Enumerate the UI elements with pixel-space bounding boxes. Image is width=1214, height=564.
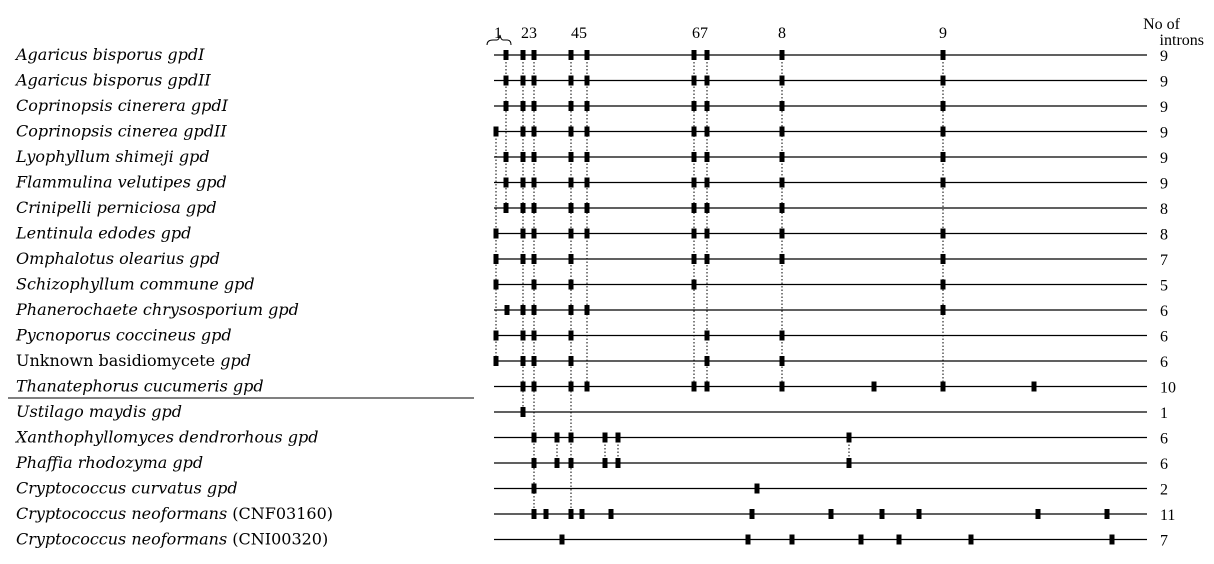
- intron-mark: [504, 178, 509, 188]
- intron-mark: [569, 152, 574, 162]
- intron-mark: [941, 101, 946, 111]
- intron-mark: [705, 127, 710, 137]
- intron-mark: [494, 331, 499, 341]
- intron-mark: [580, 509, 585, 519]
- intron-mark: [532, 101, 537, 111]
- species-name-italic: Ustilago maydis gpd: [16, 402, 182, 421]
- intron-mark: [504, 76, 509, 86]
- species-name-italic: Cryptococcus curvatus gpd: [16, 478, 238, 498]
- intron-mark: [705, 76, 710, 86]
- intron-count: 11: [1160, 507, 1176, 524]
- intron-count: 5: [1160, 277, 1168, 295]
- intron-mark: [569, 458, 574, 468]
- intron-count: 6: [1160, 354, 1168, 371]
- species-name-italic: Flammulina velutipes gpd: [16, 172, 227, 192]
- gene-row: [16, 122, 1168, 142]
- species-name-italic: Crinipelli perniciosa gpd: [16, 198, 217, 217]
- intron-mark: [847, 433, 852, 443]
- intron-mark: [521, 229, 526, 239]
- intron-mark: [532, 50, 537, 60]
- intron-count: 6: [1160, 303, 1168, 320]
- intron-count: 1: [1160, 405, 1168, 422]
- intron-mark: [532, 433, 537, 443]
- gene-row: [16, 198, 1168, 218]
- intron-mark: [692, 127, 697, 137]
- intron-mark: [750, 509, 755, 519]
- intron-mark: [521, 101, 526, 111]
- gene-row: [15, 326, 1168, 346]
- intron-mark: [532, 178, 537, 188]
- intron-mark: [941, 178, 946, 188]
- intron-mark: [569, 76, 574, 86]
- intron-count: 9: [1160, 73, 1168, 91]
- intron-mark: [692, 280, 697, 290]
- intron-mark: [569, 50, 574, 60]
- intron-count: 2: [1160, 481, 1168, 499]
- species-label: [16, 530, 328, 549]
- intron-mark: [1032, 382, 1037, 392]
- intron-mark: [705, 152, 710, 162]
- intron-mark: [780, 50, 785, 60]
- intron-count: 8: [1160, 201, 1168, 218]
- intron-mark: [521, 50, 526, 60]
- position-label-45: 45: [571, 25, 587, 42]
- intron-count: 9: [1160, 48, 1168, 65]
- gene-row: [16, 402, 1168, 422]
- intron-mark: [585, 101, 590, 111]
- species-name-italic: Coprinopsis cinerea gpdII: [16, 121, 227, 141]
- intron-mark: [941, 152, 946, 162]
- intron-mark: [569, 203, 574, 213]
- intron-mark: [569, 305, 574, 315]
- intron-mark: [569, 280, 574, 290]
- species-label: [14, 71, 211, 90]
- intron-mark: [1105, 509, 1110, 519]
- intron-mark: [504, 101, 509, 111]
- intron-mark: [780, 127, 785, 137]
- intron-mark: [705, 356, 710, 366]
- intron-mark: [585, 127, 590, 137]
- intron-mark: [521, 331, 526, 341]
- intron-mark: [505, 305, 510, 315]
- intron-mark: [521, 407, 526, 417]
- species-label: [16, 479, 238, 498]
- species-name-italic: Schizophyllum commune gpd: [16, 274, 255, 294]
- position-label-23: 23: [521, 25, 537, 42]
- intron-count: 9: [1160, 124, 1168, 142]
- species-name-italic: Coprinopsis cinerera gpdI: [16, 96, 228, 115]
- intron-mark: [532, 331, 537, 341]
- intron-mark: [829, 509, 834, 519]
- species-label: [16, 198, 217, 217]
- species-label: [15, 147, 210, 166]
- intron-mark: [780, 382, 785, 392]
- intron-mark: [941, 280, 946, 290]
- gene-row: [16, 479, 1168, 499]
- intron-mark: [521, 178, 526, 188]
- intron-mark: [705, 331, 710, 341]
- species-name-italic: Cryptococcus neoformans: [16, 529, 228, 549]
- intron-count: 6: [1160, 456, 1168, 473]
- intron-count: 9: [1160, 175, 1168, 193]
- gene-row: [16, 249, 1168, 269]
- intron-mark: [790, 535, 795, 545]
- intron-mark: [705, 254, 710, 264]
- count-header: [1143, 16, 1204, 49]
- intron-mark: [569, 254, 574, 264]
- species-name-italic: Agaricus bisporus gpdI: [16, 45, 205, 64]
- intron-mark: [755, 484, 760, 494]
- gene-row: [14, 428, 1168, 448]
- intron-mark: [532, 152, 537, 162]
- intron-mark: [532, 356, 537, 366]
- position-label-9: 9: [939, 25, 947, 42]
- intron-mark: [616, 433, 621, 443]
- count-header-line1: No of: [1143, 16, 1180, 33]
- intron-mark: [532, 203, 537, 213]
- intron-mark: [532, 382, 537, 392]
- position-labels: [494, 25, 947, 42]
- intron-mark: [872, 382, 877, 392]
- gene-row: [15, 300, 1168, 320]
- species-label: [16, 249, 220, 268]
- intron-mark: [569, 509, 574, 519]
- intron-mark: [585, 305, 590, 315]
- intron-mark: [521, 382, 526, 392]
- intron-mark: [532, 76, 537, 86]
- intron-mark: [504, 50, 509, 60]
- intron-mark: [521, 305, 526, 315]
- intron-mark: [1110, 535, 1115, 545]
- species-label: [14, 45, 205, 64]
- species-name-plain: Unknown basidiomycete: [16, 351, 221, 370]
- intron-mark: [603, 458, 608, 468]
- intron-mark: [692, 229, 697, 239]
- intron-mark: [555, 458, 560, 468]
- intron-mark: [780, 101, 785, 111]
- species-name-italic: Phanerochaete chrysosporium gpd: [16, 300, 299, 319]
- intron-count: 8: [1160, 226, 1168, 244]
- gene-row: [15, 147, 1168, 167]
- gene-row: [14, 71, 1168, 91]
- gene-row: [16, 275, 1168, 295]
- intron-mark: [585, 229, 590, 239]
- intron-count: 9: [1160, 99, 1168, 116]
- intron-mark: [616, 458, 621, 468]
- intron-mark: [494, 127, 499, 137]
- intron-mark: [532, 229, 537, 239]
- species-label: [15, 300, 299, 319]
- intron-mark: [917, 509, 922, 519]
- intron-mark: [521, 254, 526, 264]
- species-name-italic: Lentinula edodes gpd: [16, 223, 192, 243]
- intron-mark: [494, 229, 499, 239]
- intron-mark: [532, 458, 537, 468]
- intron-mark: [969, 535, 974, 545]
- intron-mark: [941, 229, 946, 239]
- gene-row: [14, 45, 1168, 65]
- intron-mark: [504, 152, 509, 162]
- intron-mark: [521, 127, 526, 137]
- intron-mark: [692, 178, 697, 188]
- intron-mark: [532, 254, 537, 264]
- species-name-plain: (CNI00320): [227, 529, 329, 549]
- intron-mark: [521, 356, 526, 366]
- species-label: [15, 453, 203, 472]
- intron-mark: [569, 229, 574, 239]
- intron-mark: [692, 254, 697, 264]
- intron-mark: [569, 101, 574, 111]
- gene-row: [15, 453, 1168, 473]
- intron-mark: [494, 280, 499, 290]
- intron-mark: [746, 535, 751, 545]
- position-label-8: 8: [778, 25, 786, 42]
- intron-count: 6: [1160, 430, 1168, 448]
- species-label: [14, 428, 318, 447]
- intron-mark: [859, 535, 864, 545]
- species-name-italic: Xanthophyllomyces dendrorhous gpd: [16, 427, 319, 447]
- intron-mark: [941, 305, 946, 315]
- intron-mark: [780, 178, 785, 188]
- species-label: [16, 351, 251, 370]
- intron-count: 6: [1160, 328, 1168, 346]
- gene-row: [16, 96, 1168, 116]
- intron-mark: [780, 229, 785, 239]
- intron-mark: [521, 203, 526, 213]
- intron-mark: [897, 535, 902, 545]
- intron-mark: [780, 152, 785, 162]
- intron-count: 7: [1160, 532, 1168, 550]
- gene-row: [16, 504, 1175, 524]
- intron-mark: [603, 433, 608, 443]
- intron-mark: [569, 382, 574, 392]
- intron-mark: [705, 101, 710, 111]
- intron-mark: [692, 50, 697, 60]
- intron-mark: [532, 280, 537, 290]
- intron-mark: [569, 331, 574, 341]
- intron-mark: [494, 356, 499, 366]
- species-name-italic: Agaricus bisporus gpdII: [16, 70, 211, 90]
- intron-mark: [780, 356, 785, 366]
- species-name-italic: Omphalotus olearius gpd: [16, 249, 221, 268]
- intron-mark: [585, 203, 590, 213]
- species-label: [16, 402, 182, 421]
- intron-mark: [780, 76, 785, 86]
- intron-mark: [692, 101, 697, 111]
- intron-mark: [941, 50, 946, 60]
- gene-rows: [14, 45, 1176, 550]
- gene-row: [16, 530, 1168, 550]
- intron-mark: [569, 433, 574, 443]
- species-label: [15, 326, 232, 345]
- intron-mark: [585, 50, 590, 60]
- position-label-1: 1: [494, 25, 502, 42]
- species-name-italic: Lyophyllum shimeji gpd: [16, 147, 210, 166]
- intron-mark: [705, 382, 710, 392]
- intron-count: 10: [1160, 379, 1176, 397]
- position-label-67: 67: [692, 25, 708, 42]
- intron-mark: [585, 152, 590, 162]
- intron-mark: [494, 254, 499, 264]
- intron-mark: [544, 509, 549, 519]
- intron-mark: [1036, 509, 1041, 519]
- intron-mark: [521, 76, 526, 86]
- species-label: [16, 96, 229, 115]
- intron-mark: [532, 127, 537, 137]
- species-name-italic: Phaffia rhodozyma gpd: [16, 453, 204, 472]
- intron-mark: [521, 152, 526, 162]
- intron-mark: [941, 254, 946, 264]
- intron-mark: [585, 76, 590, 86]
- intron-mark: [569, 127, 574, 137]
- intron-mark: [555, 433, 560, 443]
- intron-mark: [847, 458, 852, 468]
- intron-mark: [532, 509, 537, 519]
- intron-mark: [609, 509, 614, 519]
- intron-mark: [569, 356, 574, 366]
- intron-count: 7: [1160, 252, 1168, 269]
- intron-mark: [780, 331, 785, 341]
- species-label: [15, 224, 191, 243]
- intron-mark: [560, 535, 565, 545]
- intron-mark: [780, 203, 785, 213]
- intron-mark: [585, 178, 590, 188]
- intron-mark: [705, 203, 710, 213]
- species-name-plain: (CNF03160): [227, 504, 333, 523]
- gene-row: [15, 173, 1168, 193]
- intron-mark: [692, 152, 697, 162]
- count-header-line2: introns: [1159, 32, 1204, 49]
- intron-mark: [692, 203, 697, 213]
- intron-mark: [692, 382, 697, 392]
- intron-mark: [880, 509, 885, 519]
- species-name-italic: Cryptococcus neoformans: [16, 504, 228, 523]
- intron-mark: [705, 50, 710, 60]
- species-name-italic: Pycnoporus coccineus gpd: [16, 325, 232, 345]
- intron-count: 9: [1160, 150, 1168, 167]
- intron-mark: [705, 229, 710, 239]
- species-name-italic: gpd: [220, 351, 251, 370]
- intron-mark: [941, 127, 946, 137]
- intron-mark: [585, 382, 590, 392]
- intron-mark: [569, 178, 574, 188]
- species-label: [16, 122, 227, 141]
- gene-row: [15, 224, 1168, 244]
- intron-mark: [532, 484, 537, 494]
- intron-mark: [705, 178, 710, 188]
- species-label: [15, 173, 227, 192]
- intron-mark: [780, 254, 785, 264]
- intron-mark: [504, 203, 509, 213]
- species-label: [16, 504, 333, 523]
- intron-mark: [692, 76, 697, 86]
- intron-mark: [941, 382, 946, 392]
- gene-row: [16, 377, 1176, 397]
- intron-mark: [532, 305, 537, 315]
- gene-row: [16, 351, 1168, 371]
- species-name-italic: Thanatephorus cucumeris gpd: [16, 376, 264, 396]
- intron-mark: [941, 76, 946, 86]
- species-label: [16, 275, 255, 294]
- species-label: [16, 377, 264, 396]
